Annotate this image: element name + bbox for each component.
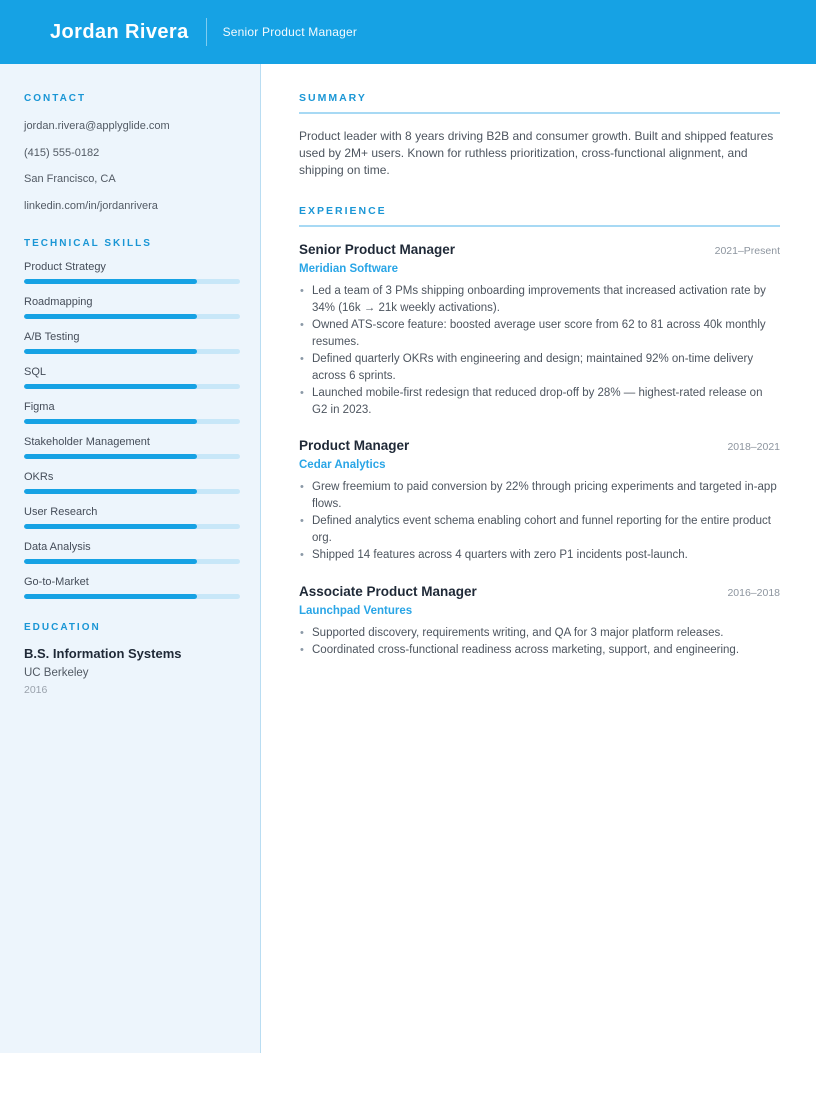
skills-section-title: TECHNICAL SKILLS [24,238,152,249]
skill-bar-track [24,594,240,599]
person-name: Jordan Rivera [50,20,189,43]
job-header [299,584,780,599]
skill-bar-track [24,454,240,459]
contact-item: (415) 555-0182 [24,146,100,159]
job-title: Product Manager [299,438,410,453]
skill-bar-fill [24,524,197,529]
job-bullet-list [299,625,780,659]
skill-row [24,401,240,424]
job-bullet: • Owned ATS-score feature: boosted average user score from 62 to 81 across 40k monthly resumes. [299,317,780,350]
job-bullet: • Supported discovery, requirements writing, and QA for 3 major platform releases. [299,625,780,642]
skill-bar-fill [24,384,197,389]
skill-bar-track [24,349,240,354]
job-bullet: • Defined analytics event schema enabling cohort and funnel reporting for the entire product org. [299,513,780,546]
job-bullet: • Shipped 14 features across 4 quarters with zero P1 incidents post-launch. [299,547,780,564]
skill-bar-fill [24,314,197,319]
skill-bar-track [24,559,240,564]
contact-list [24,117,240,215]
contact-section-title: CONTACT [24,93,87,104]
job-entry [299,242,780,418]
job-bullet: • Coordinated cross-functional readiness across marketing, support, and engineering. [299,642,780,659]
skill-label: Product Strategy [24,261,106,273]
education-school: UC Berkeley [24,667,89,679]
skill-label: User Research [24,506,98,518]
education-section [24,622,240,696]
job-bullet: • Led a team of 3 PMs shipping onboarding improvements that increased activation rate by 34% (16k → 21k weekly activations). [299,283,780,316]
skill-bar-fill [24,454,197,459]
skill-row [24,541,240,564]
resume-body [0,64,816,1053]
skill-row [24,331,240,354]
contact-item: jordan.rivera@applyglide.com [24,120,170,132]
skill-label: Figma [24,401,55,413]
job-dates: 2016–2018 [727,586,780,599]
education-year: 2016 [24,684,48,696]
experience-section [299,205,780,659]
skill-label: Stakeholder Management [24,436,150,448]
job-company: Meridian Software [299,263,399,275]
skill-bar-fill [24,559,197,564]
skill-bar-fill [24,489,197,494]
contact-section [24,93,240,215]
job-dates: 2018–2021 [727,441,780,453]
contact-item: San Francisco, CA [24,173,116,185]
job-company: Cedar Analytics [299,459,386,471]
skill-label: Data Analysis [24,541,91,553]
job-bullet: • Launched mobile-first redesign that reduced drop-off by 28% — highest-rated release on G2 in 2023. [299,385,780,418]
skill-row [24,471,240,494]
skill-bar-fill [24,594,197,599]
skill-bar-track [24,314,240,319]
skill-bar-track [24,384,240,389]
job-company: Launchpad Ventures [299,604,413,617]
skill-row [24,436,240,459]
job-header [299,242,780,257]
skill-row [24,261,240,284]
skill-bar-fill [24,349,197,354]
summary-section [299,92,780,179]
summary-text: Product leader with 8 years driving B2B and consumer growth. Built and shipped features used by 2M+ users. Known for ruthless prioritization, cross-functional alignment, and shipping on time. [299,129,774,177]
job-title: Associate Product Manager [299,583,477,599]
skill-row [24,296,240,319]
skill-row [24,576,240,599]
skill-bar-track [24,419,240,424]
skill-label: Go-to-Market [24,576,89,588]
contact-item: linkedin.com/in/jordanrivera [24,199,158,212]
header-bar [0,0,816,64]
skill-bar-fill [24,419,197,424]
job-header [299,438,780,453]
skill-row [24,506,240,529]
skill-bar-track [24,524,240,529]
skill-label: OKRs [24,471,54,483]
job-list [299,242,780,659]
education-degree: B.S. Information Systems [24,646,182,661]
person-role: Senior Product Manager [222,25,358,39]
summary-section-title: SUMMARY [299,92,780,114]
job-dates: 2021–Present [714,245,780,257]
skill-bar-fill [24,279,197,284]
main-column [261,64,816,1053]
job-entry [299,438,780,564]
header-divider [206,18,207,46]
experience-section-title: EXPERIENCE [299,205,780,227]
job-bullet-list [299,283,780,418]
job-title: Senior Product Manager [299,242,456,257]
skill-label: A/B Testing [24,331,80,343]
job-bullet: • Grew freemium to paid conversion by 22% through pricing experiments and targeted in-app flows. [299,479,780,512]
skill-row [24,366,240,389]
sidebar [0,64,261,1053]
education-section-title: EDUCATION [24,622,101,633]
skill-label: SQL [24,366,47,378]
job-bullet-list [299,479,780,564]
skills-section [24,238,240,599]
skill-label: Roadmapping [24,296,93,308]
job-entry [299,584,780,659]
skill-bar-track [24,489,240,494]
job-bullet: • Defined quarterly OKRs with engineering and design; maintained 92% on-time delivery across 6 sprints. [299,351,780,384]
skill-list [24,261,240,599]
skill-bar-track [24,279,240,284]
